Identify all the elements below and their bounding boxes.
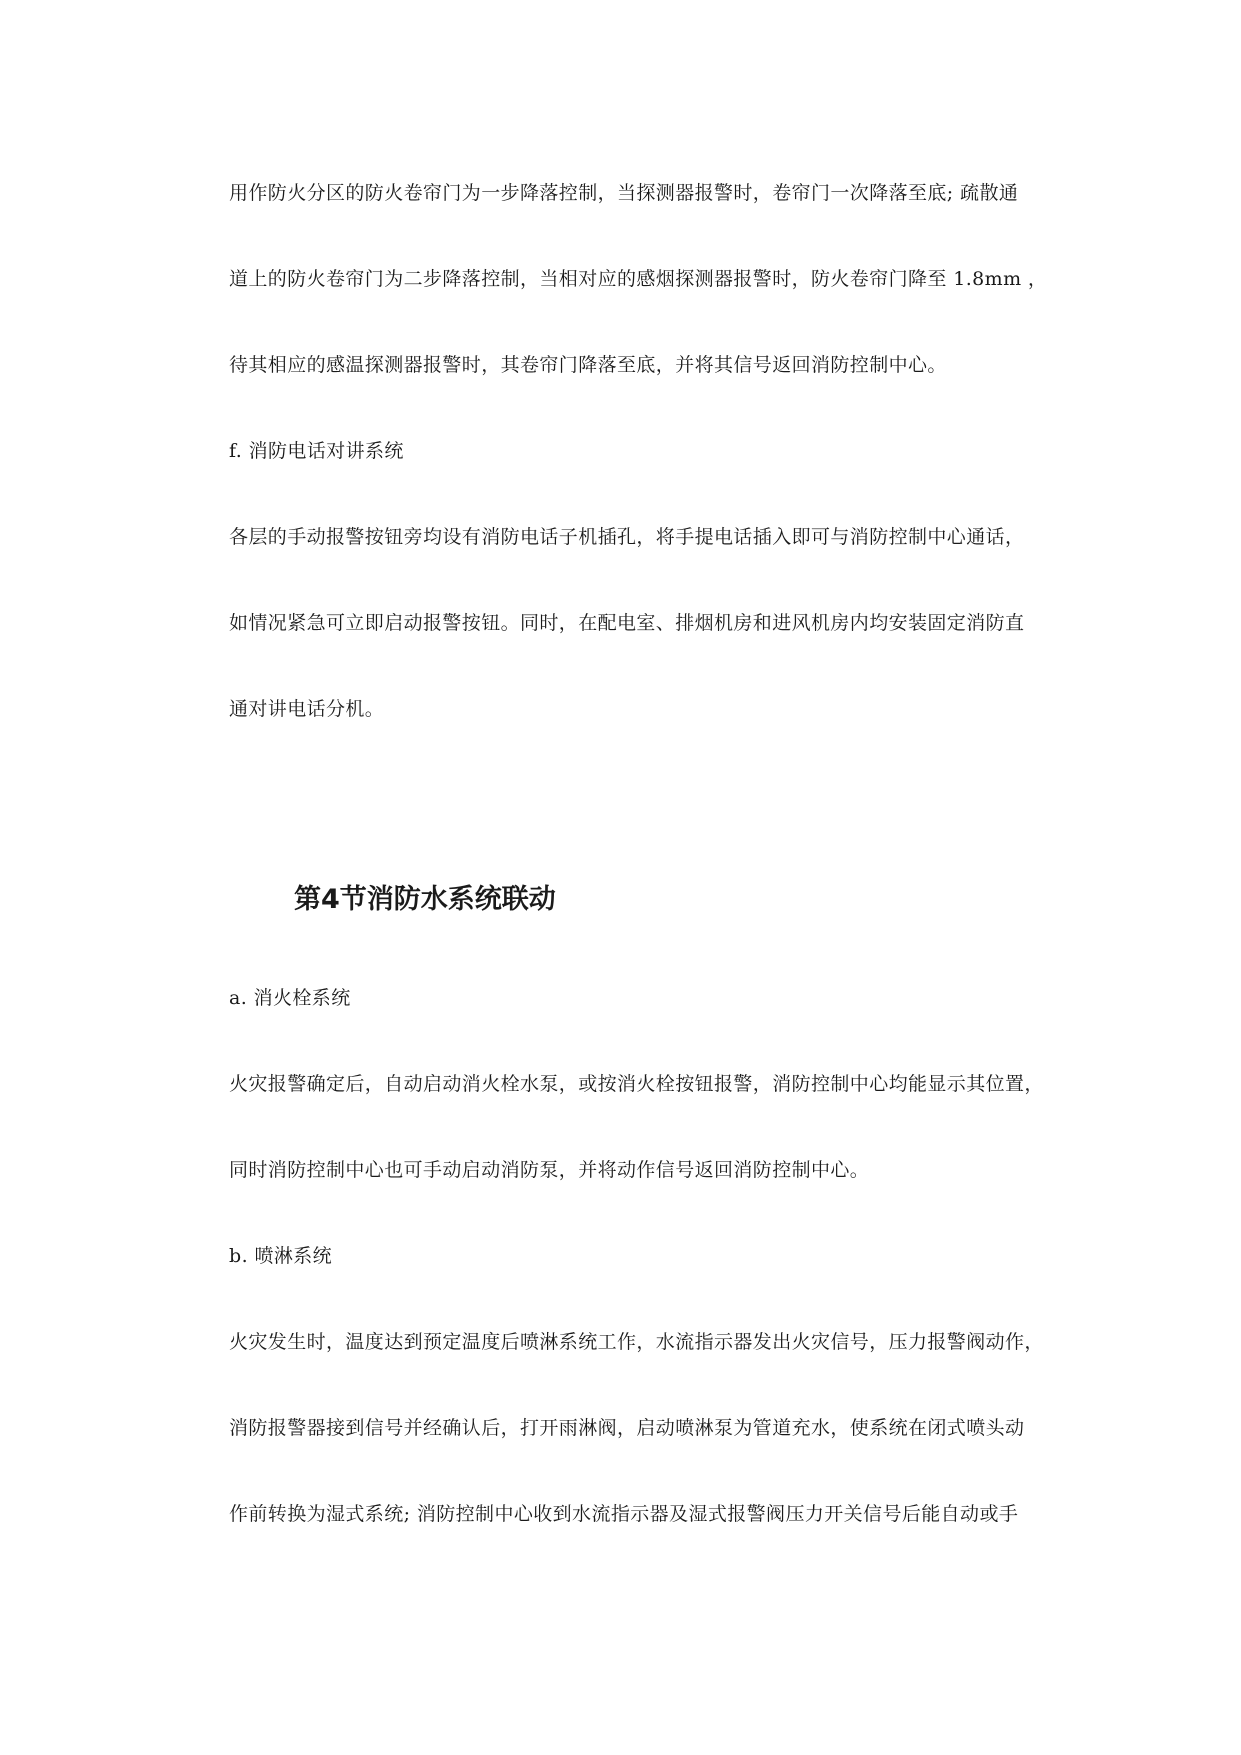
paragraph-line: 道上的防火卷帘门为二步降落控制，当相对应的感烟探测器报警时，防火卷帘门降至 1.8mm ， xyxy=(229,268,1048,290)
paragraph-line: 同时消防控制中心也可手动启动消防泵，并将动作信号返回消防控制中心。 xyxy=(229,1159,870,1181)
paragraph-line: 作前转换为湿式系统; 消防控制中心收到水流指示器及湿式报警阀压力开关信号后能自动或手 xyxy=(229,1503,1019,1525)
paragraph-line: 用作防火分区的防火卷帘门为一步降落控制，当探测器报警时，卷帘门一次降落至底; 疏散通 xyxy=(229,182,1019,204)
paragraph-line: 火灾报警确定后，自动启动消火栓水泵，或按消火栓按钮报警，消防控制中心均能显示其位置， xyxy=(229,1073,1044,1095)
paragraph-line: 待其相应的感温探测器报警时，其卷帘门降落至底，并将其信号返回消防控制中心。 xyxy=(229,354,947,376)
subsection-label: b. 喷淋系统 xyxy=(229,1245,333,1267)
section-heading: 第4节消防水系统联动 xyxy=(294,884,556,915)
paragraph-line: 火灾发生时，温度达到预定温度后喷淋系统工作，水流指示器发出火灾信号，压力报警阀动作， xyxy=(229,1331,1044,1353)
paragraph-line: 如情况紧急可立即启动报警按钮。同时，在配电室、排烟机房和进风机房内均安装固定消防直 xyxy=(229,612,1025,634)
subsection-label: a. 消火栓系统 xyxy=(229,987,351,1009)
paragraph-line: 消防报警器接到信号并经确认后，打开雨淋阀，启动喷淋泵为管道充水，使系统在闭式喷头动 xyxy=(229,1417,1025,1439)
subsection-label: f. 消防电话对讲系统 xyxy=(229,440,404,462)
paragraph-line: 通对讲电话分机。 xyxy=(229,698,385,720)
paragraph-line: 各层的手动报警按钮旁均设有消防电话子机插孔，将手提电话插入即可与消防控制中心通话， xyxy=(229,526,1025,548)
